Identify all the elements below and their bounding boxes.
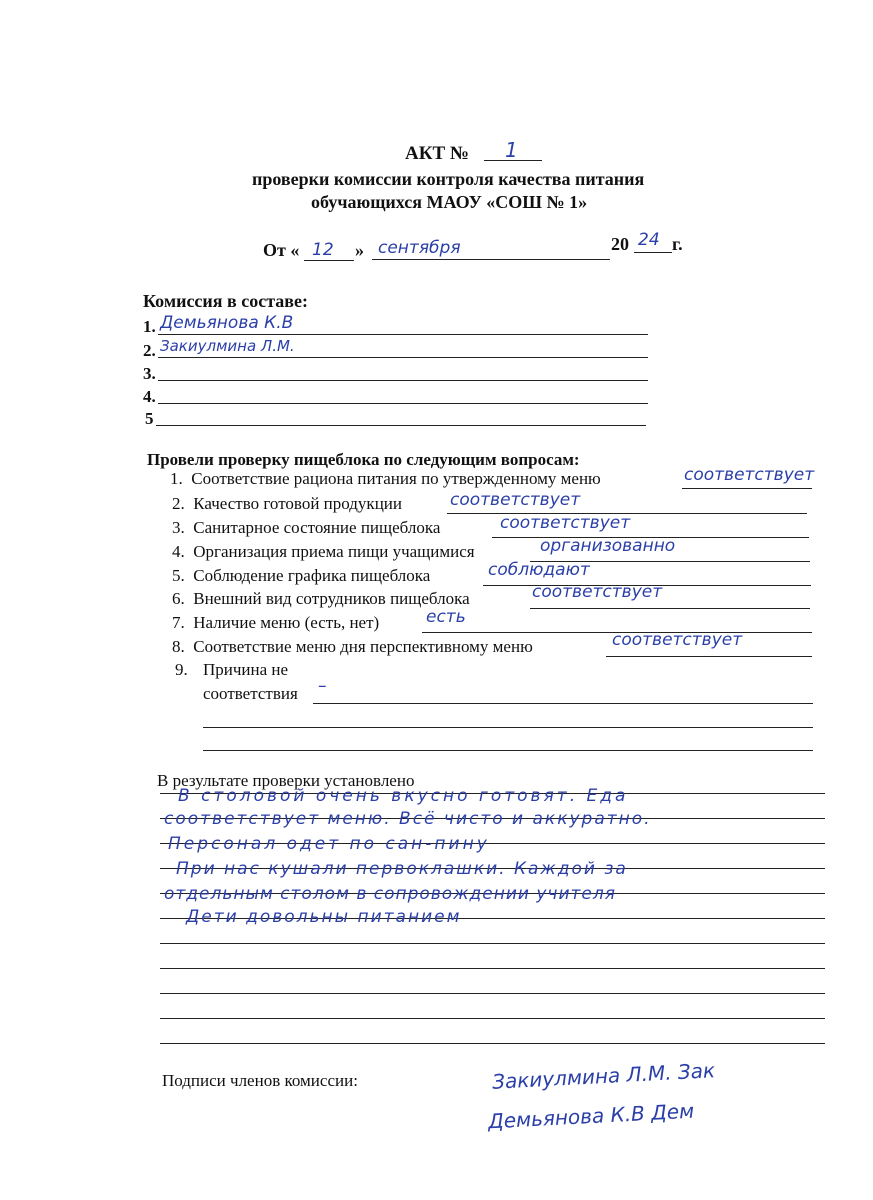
check-item-1-num: 1. [170,469,183,488]
check-item-8-num: 8. [172,637,185,656]
check-item-8 [172,637,533,657]
signature-2: Демьянова К.В Дем [487,1098,695,1134]
result-text-1: В столовой очень вкусно готовят. Еда [178,786,629,806]
result-line-8 [160,968,825,969]
check-item-4-label: Организация приема пищи учащимися [193,542,475,561]
date-from-label: От « [263,240,300,260]
check-item-8-label: Соответствие меню дня перспективному меню [193,637,533,656]
date-year-suffix: 24 [638,230,660,250]
check-item-1-label: Соответствие рациона питания по утвержденному меню [191,469,601,488]
subtitle-line-1: проверки комиссии контроля качества питания [252,169,645,189]
date-close-quote: » [355,240,364,260]
date-month: сентября [378,238,461,258]
check-answer-3: соответствует [500,513,631,533]
subtitle-line-2: обучающихся МАОУ «СОШ № 1» [311,192,588,212]
check-item-2-label: Качество готовой продукции [193,494,402,513]
member-num-5: 5 [145,409,154,428]
check-answer-6: соответствует [532,582,663,602]
act-label: АКТ № [405,143,470,164]
result-text-4: При нас кушали первоклашки. Каждой за [176,859,628,879]
result-text-3: Персонал одет по сан-пину [168,834,490,854]
result-text-5: отдельным столом в сопровождении учителя [164,884,616,904]
commission-heading: Комиссия в составе: [143,291,308,311]
check-answer-1: соответствует [684,465,815,485]
check-line-6 [530,608,810,609]
date-month-line [372,259,610,260]
check-answer-2: соответствует [450,490,581,510]
member-num-1: 1. [143,317,156,336]
member-line-1 [158,334,648,335]
check-item-4 [172,542,475,562]
member-name-2: Закиулмина Л.М. [160,337,295,355]
signatures-label: Подписи членов комиссии: [162,1071,358,1090]
result-heading: В результате проверки установлено [157,771,415,790]
check-line-9 [313,703,813,704]
check-item-3 [172,518,440,538]
check-item-5 [172,566,430,586]
check-heading: Провели проверку пищеблока по следующим вопросам: [147,450,580,469]
check-item-4-num: 4. [172,542,185,561]
member-name-1: Демьянова К.В [160,313,294,333]
act-number: 1 [505,138,518,162]
result-text-6: Дети довольны питанием [186,907,462,927]
check-answer-7: есть [426,607,466,627]
result-line-7 [160,943,825,944]
result-text-2: соответствует меню. Всё чисто и аккуратно. [164,809,652,829]
check-item-6 [172,589,470,609]
member-line-2 [158,357,648,358]
member-num-4: 4. [143,387,156,406]
check-item-2-num: 2. [172,494,185,513]
check-item-9-line1: Причина не [203,660,289,679]
check-line-8 [606,656,812,657]
check-item-3-num: 3. [172,518,185,537]
check-answer-4: организованно [540,536,676,556]
check-item-9-line2: соответствия [203,684,298,703]
check-extra-line-1 [203,727,813,728]
check-item-1 [170,469,601,489]
check-item-5-label: Соблюдение графика пищеблока [193,566,431,585]
date-year-line [634,252,672,253]
check-item-2 [172,494,402,514]
check-answer-9: – [318,676,327,696]
check-item-7-num: 7. [172,613,185,632]
date-day: 12 [312,240,334,260]
date-year-prefix: 20 [611,234,629,254]
check-line-1 [682,488,812,489]
act-title [405,143,469,165]
check-item-5-num: 5. [172,566,185,585]
check-extra-line-2 [203,750,813,751]
check-item-9-num: 9. [175,660,188,679]
member-line-4 [158,403,648,404]
member-num-3: 3. [143,364,156,383]
result-line-10 [160,1018,825,1019]
check-answer-8: соответствует [612,630,743,650]
member-num-2: 2. [143,341,156,360]
result-line-11 [160,1043,825,1044]
check-item-6-num: 6. [172,589,185,608]
check-item-7 [172,613,379,633]
check-item-3-label: Санитарное состояние пищеблока [193,518,441,537]
member-line-5 [156,425,646,426]
member-line-3 [158,380,648,381]
check-item-6-label: Внешний вид сотрудников пищеблока [193,589,470,608]
date-day-line [304,260,354,261]
result-line-9 [160,993,825,994]
signature-1: Закиулмина Л.М. Зак [491,1058,716,1094]
check-answer-5: соблюдают [488,560,590,580]
date-year-end: г. [672,234,683,254]
check-item-7-label: Наличие меню (есть, нет) [193,613,380,632]
